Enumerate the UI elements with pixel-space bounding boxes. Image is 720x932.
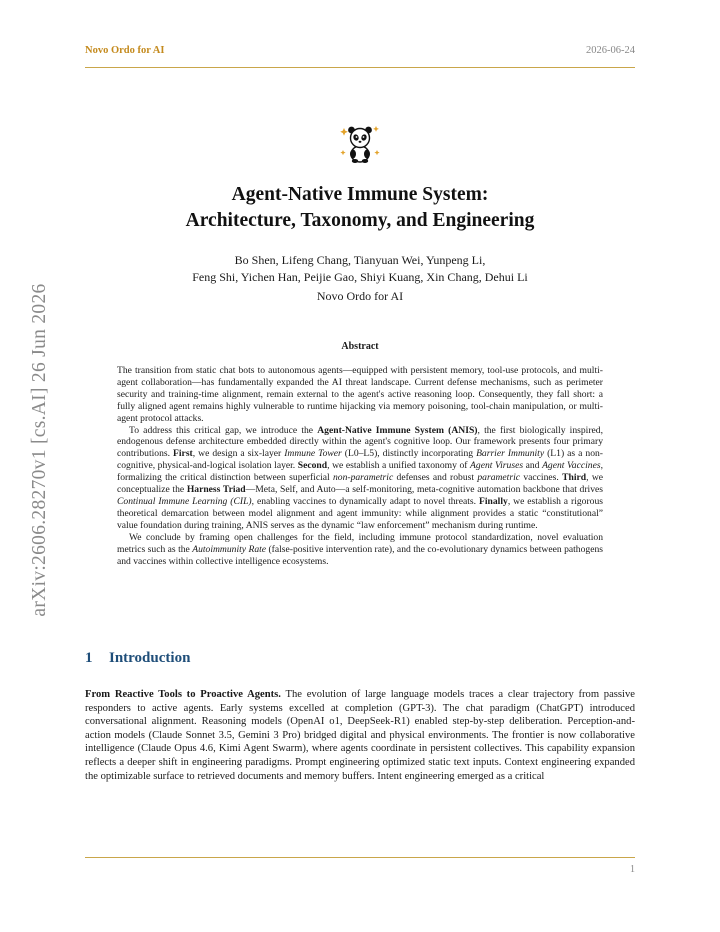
- bold-term: Second: [297, 460, 328, 472]
- italic-term: Barrier Immunity: [476, 448, 545, 460]
- intro-body: [85, 688, 635, 783]
- text-run: , we establish a rigorous theoretical demarcation between model alignment and agent immunity: while alignment provides a static “constitutional” value foundation during training, ANIS serves as the dynamic “law enforcement” mechanism during runtime.: [117, 495, 603, 531]
- paper-title: [85, 182, 635, 234]
- footer-rule: [85, 857, 635, 858]
- section-number: 1: [85, 650, 93, 666]
- bold-term: Agent-Native Immune System (ANIS): [317, 424, 478, 436]
- italic-term: non-parametric: [333, 472, 394, 484]
- italic-term: parametric: [477, 472, 521, 484]
- italic-term: Immune Tower: [284, 448, 342, 460]
- text-run: , we conceptualize the: [117, 472, 603, 496]
- bold-term: First: [173, 448, 193, 460]
- title-line-1: Agent-Native Immune System:: [231, 184, 489, 205]
- page-number: 1: [630, 864, 635, 875]
- section-heading: [85, 650, 190, 667]
- text-run: (false-positive intervention rate), and the co-evolutionary dynamics between pathogens and vaccines within collective intelligence ecosystems.: [117, 543, 603, 567]
- abstract-paragraph-3: [117, 532, 603, 568]
- text-run: and: [523, 460, 543, 472]
- bold-term: Harness Triad: [186, 484, 246, 496]
- text-run: To address this critical gap, we introduce the: [129, 424, 318, 436]
- abstract-body: [117, 365, 603, 567]
- italic-term: Autoimmunity Rate: [192, 543, 267, 555]
- abstract-heading: Abstract: [341, 341, 379, 352]
- bold-term: Third: [562, 472, 587, 484]
- bold-term: Finally: [479, 495, 508, 507]
- authors-line-2: Feng Shi, Yichen Han, Peijie Gao, Shiyi Kuang, Xin Chang, Dehui Li: [192, 270, 528, 284]
- section-title: Introduction: [109, 650, 191, 666]
- italic-term: Agent Vaccines: [542, 460, 601, 472]
- text-run: —Meta, Self, and Auto—a self-monitoring, meta-cognitive automation backbone that drives: [245, 484, 603, 496]
- author-list: [85, 252, 635, 286]
- text-run: , formalizing the critical distinction between superficial: [117, 460, 603, 484]
- panda-icon: [338, 120, 382, 164]
- text-run: (L0–L5), distinctly incorporating: [341, 448, 477, 460]
- text-run: (L1) as a non-cognitive, physical-and-logical isolation layer.: [117, 448, 603, 472]
- text-run: , the first biologically inspired, endogenous defense architecture embedded directly within the agent's cognitive loop. Our framework presents four primary contributions.: [117, 424, 603, 460]
- running-header: [85, 45, 635, 68]
- text-run: , enabling vaccines to dynamically adapt to novel threats.: [251, 495, 480, 507]
- text-run: vaccines.: [520, 472, 563, 484]
- intro-paragraph: [85, 688, 635, 783]
- italic-term: Agent Viruses: [470, 460, 524, 472]
- arxiv-stamp: arXiv:2606.28270v1 [cs.AI] 26 Jun 2026: [29, 283, 50, 617]
- paragraph-text: The evolution of large language models traces a clear trajectory from passive responders to active agents. Early systems excelled at completion (GPT-3). The chat paradigm (ChatGPT) introduced conversational alignment. Reasoning models (OpenAI o1, DeepSeek-R1) enabled step-by-step deliberation. Perception-and-action models (Claude Sonnet 3.5, Gemini 3 Pro) bridged digital and physical environments. The frontier is now collaborative intelligence (Claude Opus 4.6, Kimi Agent Swarm), where agents coordinate in persistent collectives. This capability expansion reflects a deeper shift in engineering paradigms. Prompt engineering optimized static text inputs. Context engineering expanded the optimizable surface to retrieved documents and memory buffers. Intent engineering emerged as a critical: [85, 689, 635, 782]
- italic-term: Continual Immune Learning (CIL): [117, 495, 252, 507]
- abstract-paragraph-1: The transition from static chat bots to autonomous agents—equipped with persistent memory, tool-use protocols, and multi-agent collaboration—has fundamentally expanded the AI threat landscape. Current defense mechanisms, such as perimeter security and training-time alignment, remain external to the agent's active reasoning loop. Consequently, they fall short: a fully aligned agent remains highly vulnerable to runtime hijacking via memory poisoning, tool-chain manipulation, or multi-agent protocol attacks.: [117, 365, 603, 424]
- affiliation: Novo Ordo for AI: [316, 289, 404, 303]
- text-run: , we establish a unified taxonomy of: [327, 460, 471, 472]
- abstract-paragraph-2: [117, 425, 603, 532]
- authors-line-1: Bo Shen, Lifeng Chang, Tianyuan Wei, Yunpeng Li,: [234, 253, 486, 267]
- title-line-2: Architecture, Taxonomy, and Engineering: [185, 210, 535, 231]
- text-run: defenses and robust: [393, 472, 478, 484]
- text-run: , we design a six-layer: [192, 448, 285, 460]
- header-venue: Novo Ordo for AI: [85, 45, 165, 56]
- text-run: We conclude by framing open challenges for the field, including immune protocol standardization, novel evaluation metrics such as the: [117, 531, 603, 555]
- header-date: 2026-06-24: [586, 45, 635, 56]
- paragraph-lead: From Reactive Tools to Proactive Agents.: [85, 689, 281, 700]
